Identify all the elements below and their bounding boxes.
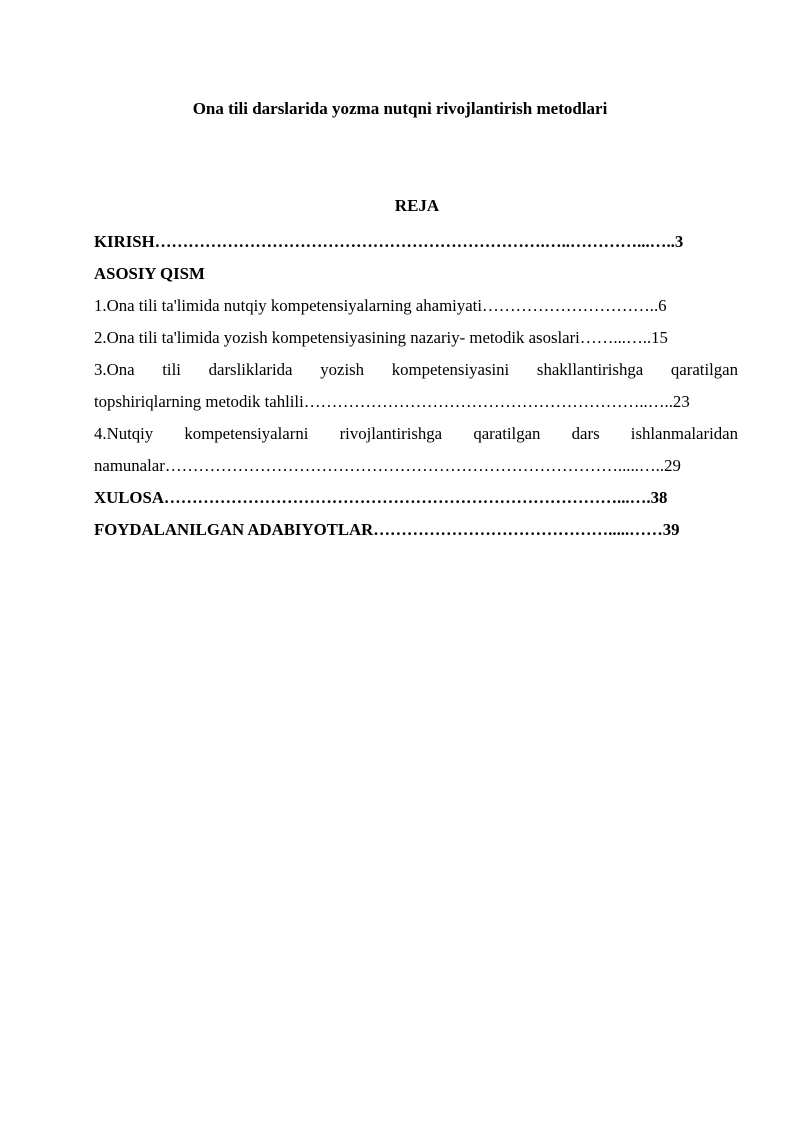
plan-heading: REJA — [394, 196, 440, 215]
toc-entry-conclusion: XULOSA………………………………………………………………………...….38 — [94, 488, 668, 507]
toc-entry-4-line-1: 4.Nutqiy kompetensiyalarni rivojlantirishga qaratilgan dars ishlanmalaridan — [94, 424, 738, 443]
toc-entry-3-line-1: 3.Ona tili darsliklarida yozish kompetensiyasini shakllantirishga qaratilgan — [94, 360, 738, 379]
toc-entry-2: 2.Ona tili ta'limida yozish kompetensiyasining nazariy- metodik asoslari……...…..15 — [94, 328, 668, 347]
document-title: Ona tili darslarida yozma nutqni rivojlantirish metodlari — [192, 99, 608, 118]
table-of-contents — [94, 226, 738, 546]
toc-entry-1: 1.Ona tili ta'limida nutqiy kompetensiyalarning ahamiyati…………………………..6 — [94, 296, 667, 315]
toc-section-main: ASOSIY QISM — [94, 264, 205, 283]
toc-entry-4-line-2: namunalar……………………………………………………………………….....…..29 — [94, 456, 681, 475]
toc-entry-3-line-2: topshiriqlarning metodik tahlili……………………………………………………..…..23 — [94, 392, 690, 411]
toc-entry-intro: KIRISH…………………………………………………………….…..…………...…..3 — [94, 232, 684, 251]
toc-entry-references: FOYDALANILGAN ADABIYOTLAR…………………………………….....……39 — [94, 520, 680, 539]
